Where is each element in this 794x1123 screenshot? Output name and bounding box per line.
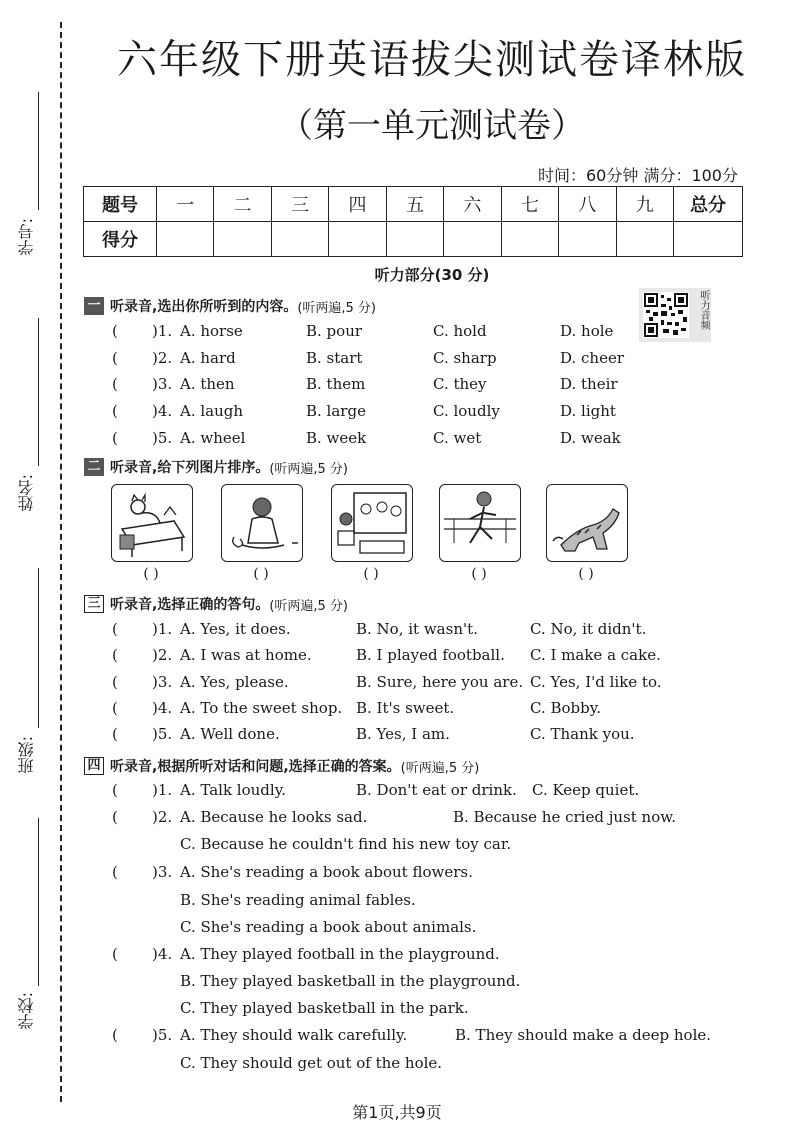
option-b: B. I played football. [356, 646, 505, 664]
option-c: C. Thank you. [530, 725, 635, 743]
picture-4-answer[interactable]: ( ) [471, 566, 487, 582]
answer-paren[interactable]: ( [112, 375, 118, 393]
score-header-cell: 三 [271, 187, 328, 222]
section2-number: 二 [84, 458, 104, 476]
score-header-cell: 四 [329, 187, 386, 222]
option-b: B. Sure, here you are. [356, 673, 524, 691]
question-number: )5. [152, 1026, 173, 1044]
question-number: )2. [152, 646, 173, 664]
question-number: )5. [152, 725, 173, 743]
section4-title: 听录音,根据所听对话和问题,选择正确的答案。 [110, 759, 401, 775]
question-number: )2. [152, 808, 173, 826]
section2-note: (听两遍,5 分) [269, 461, 349, 477]
score-cell[interactable] [674, 222, 743, 257]
question-number: )4. [152, 945, 173, 963]
section4-question-4 [0, 945, 794, 967]
answer-paren[interactable]: ( [112, 429, 118, 447]
option-c: C. I make a cake. [530, 646, 661, 664]
section4-question-2 [0, 808, 794, 830]
option-c: C. She's reading a book about animals. [180, 918, 477, 936]
student-id-line[interactable] [38, 92, 39, 210]
picture-5 [546, 484, 628, 562]
option-c: C. They played basketball in the park. [180, 999, 469, 1017]
section3-title: 听录音,选择正确的答句。 [110, 597, 270, 613]
page-footer: 第1页,共9页 [352, 1103, 442, 1122]
question-number: )5. [152, 429, 173, 447]
section3-question [0, 673, 794, 695]
score-header-cell: 五 [386, 187, 443, 222]
section1-question [0, 349, 794, 371]
score-header-cell: 六 [444, 187, 501, 222]
option-c: C. Because he couldn't find his new toy car. [180, 835, 512, 853]
answer-paren[interactable]: ( [112, 945, 118, 963]
option-c: C. No, it didn't. [530, 620, 647, 638]
picture-1-answer[interactable]: ( ) [143, 566, 159, 582]
option-a: A. They should walk carefully. [180, 1026, 408, 1044]
section3-note: (听两遍,5 分) [269, 598, 349, 614]
option-d: D. hole [560, 322, 614, 340]
section3-heading [84, 594, 348, 614]
answer-paren[interactable]: ( [112, 646, 118, 664]
tiger-illustration-icon [547, 485, 627, 561]
score-cell[interactable] [386, 222, 443, 257]
score-header-cell: 一 [157, 187, 214, 222]
option-a: A. To the sweet shop. [180, 699, 343, 717]
score-cell[interactable] [616, 222, 674, 257]
answer-paren[interactable]: ( [112, 781, 118, 799]
question-number: )2. [152, 349, 173, 367]
class-label: 班级: [17, 736, 36, 774]
score-header-cell: 总分 [674, 187, 743, 222]
option-a: A. She's reading a book about flowers. [180, 863, 473, 881]
answer-paren[interactable]: ( [112, 620, 118, 638]
option-a: A. Well done. [180, 725, 280, 743]
section4-heading [84, 756, 479, 776]
answer-paren[interactable]: ( [112, 1026, 118, 1044]
option-b: B. No, it wasn't. [356, 620, 478, 638]
answer-paren[interactable]: ( [112, 322, 118, 340]
score-row-label: 得分 [84, 222, 157, 257]
picture-1 [111, 484, 193, 562]
section3-question [0, 699, 794, 721]
option-b: B. Because he cried just now. [453, 808, 677, 826]
section3-question [0, 620, 794, 642]
section4-question-3-b [0, 891, 794, 913]
picture-2 [221, 484, 303, 562]
section3-number: 三 [84, 595, 104, 613]
option-a: A. then [180, 375, 235, 393]
option-c: C. wet [433, 429, 482, 447]
answer-paren[interactable]: ( [112, 863, 118, 881]
answer-paren[interactable]: ( [112, 402, 118, 420]
option-c: C. Yes, I'd like to. [530, 673, 662, 691]
option-b: B. week [306, 429, 367, 447]
option-b: B. large [306, 402, 366, 420]
section4-question-1 [0, 781, 794, 803]
boy-running-illustration-icon [440, 485, 520, 561]
answer-paren[interactable]: ( [112, 699, 118, 717]
qr-label: 听力音频 [698, 290, 709, 330]
option-c: C. They should get out of the hole. [180, 1054, 443, 1072]
score-table [83, 186, 743, 257]
question-number: )1. [152, 322, 173, 340]
section4-question-4-b [0, 972, 794, 994]
option-b: B. Yes, I am. [356, 725, 450, 743]
picture-2-answer[interactable]: ( ) [253, 566, 269, 582]
score-header-cell: 二 [214, 187, 271, 222]
option-c: C. Keep quiet. [532, 781, 640, 799]
option-a: A. horse [180, 322, 243, 340]
option-a: A. They played football in the playground. [180, 945, 500, 963]
section4-question-4-c [0, 999, 794, 1021]
option-b: B. It's sweet. [356, 699, 455, 717]
score-header-cell: 题号 [84, 187, 157, 222]
section4-question-3 [0, 863, 794, 885]
classroom-illustration-icon [332, 485, 412, 561]
exam-meta: 时间：60分钟 满分：100分 [538, 166, 738, 185]
question-number: )1. [152, 620, 173, 638]
score-cell[interactable] [329, 222, 386, 257]
section2-heading [84, 457, 348, 477]
answer-paren[interactable]: ( [112, 349, 118, 367]
section4-question-5-c [0, 1054, 794, 1076]
option-c: C. they [433, 375, 487, 393]
score-cell[interactable] [559, 222, 616, 257]
section1-number: 一 [84, 297, 104, 315]
section4-question-5 [0, 1026, 794, 1048]
page-subtitle: （第一单元测试卷） [279, 106, 585, 146]
score-cell[interactable] [501, 222, 558, 257]
section4-number: 四 [84, 757, 104, 775]
picture-3 [331, 484, 413, 562]
section1-question [0, 402, 794, 424]
section1-question [0, 322, 794, 344]
option-a: A. laugh [180, 402, 244, 420]
picture-4 [439, 484, 521, 562]
section1-heading [84, 296, 376, 316]
question-number: )3. [152, 375, 173, 393]
picture-3-answer[interactable]: ( ) [363, 566, 379, 582]
option-c: C. hold [433, 322, 487, 340]
score-header-cell: 九 [616, 187, 674, 222]
score-cell[interactable] [271, 222, 328, 257]
student-id-label: 学号: [17, 218, 36, 256]
listening-part-heading: 听力部分(30 分) [374, 266, 490, 284]
score-cell[interactable] [444, 222, 501, 257]
option-d: D. light [560, 402, 616, 420]
option-c: C. sharp [433, 349, 497, 367]
section1-note: (听两遍,5 分) [297, 300, 377, 316]
name-label: 姓名: [17, 474, 36, 512]
answer-paren[interactable]: ( [112, 808, 118, 826]
option-a: A. wheel [180, 429, 246, 447]
option-a: A. Talk loudly. [180, 781, 286, 799]
option-c: C. Bobby. [530, 699, 601, 717]
option-b: B. start [306, 349, 363, 367]
picture-5-answer[interactable]: ( ) [578, 566, 594, 582]
section1-question [0, 429, 794, 451]
option-d: D. weak [560, 429, 621, 447]
cat-table-illustration-icon [112, 485, 192, 561]
section4-question-2-c [0, 835, 794, 857]
option-a: A. Yes, please. [180, 673, 289, 691]
score-cell[interactable] [157, 222, 214, 257]
option-b: B. pour [306, 322, 363, 340]
section1-question [0, 375, 794, 397]
score-table-header-row [84, 187, 743, 222]
section3-question [0, 725, 794, 747]
option-a: A. Because he looks sad. [180, 808, 368, 826]
option-a: A. Yes, it does. [180, 620, 291, 638]
option-c: C. loudly [433, 402, 500, 420]
score-header-cell: 七 [501, 187, 558, 222]
option-b: B. them [306, 375, 366, 393]
option-a: A. I was at home. [180, 646, 312, 664]
option-b: B. They should make a deep hole. [455, 1026, 712, 1044]
option-b: B. She's reading animal fables. [180, 891, 416, 909]
section2-title: 听录音,给下列图片排序。 [110, 460, 270, 476]
section1-title: 听录音,选出你所听到的内容。 [110, 299, 298, 315]
section3-question [0, 646, 794, 668]
question-number: )3. [152, 863, 173, 881]
option-a: A. hard [180, 349, 236, 367]
girl-crying-illustration-icon [222, 485, 302, 561]
section4-note: (听两遍,5 分) [400, 760, 480, 776]
answer-paren[interactable]: ( [112, 673, 118, 691]
page-title: 六年级下册英语拔尖测试卷译林版 [117, 37, 747, 83]
school-label: 学校: [17, 992, 36, 1030]
score-table-score-row [84, 222, 743, 257]
answer-paren[interactable]: ( [112, 725, 118, 743]
question-number: )3. [152, 673, 173, 691]
option-d: D. cheer [560, 349, 625, 367]
score-header-cell: 八 [559, 187, 616, 222]
fold-dashed-line [60, 22, 62, 1102]
question-number: )4. [152, 699, 173, 717]
section4-question-3-c [0, 918, 794, 940]
option-d: D. their [560, 375, 618, 393]
option-b: B. They played basketball in the playground. [180, 972, 521, 990]
score-cell[interactable] [214, 222, 271, 257]
question-number: )4. [152, 402, 173, 420]
question-number: )1. [152, 781, 173, 799]
option-b: B. Don't eat or drink. [356, 781, 517, 799]
